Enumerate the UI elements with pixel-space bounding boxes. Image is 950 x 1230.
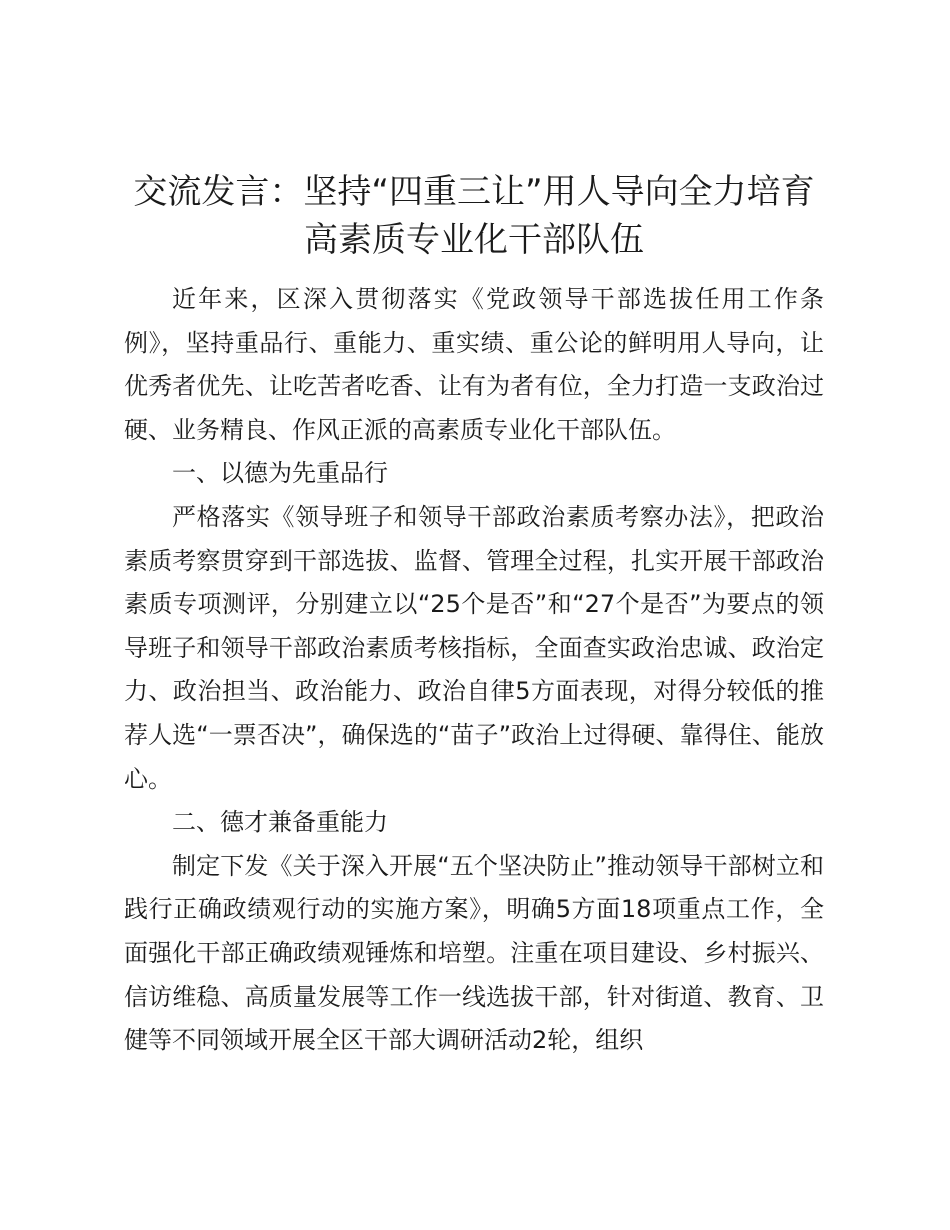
section-1-paragraph: 严格落实《领导班子和领导干部政治素质考察办法》，把政治素质考察贯穿到干部选拔、监督、管理全过程，扎实开展干部政治素质专项测评，分别建立以“25个是否”和“27个是否”为要点的领导班子和领导干部政治素质考核指标，全面查实政治忠诚、政治定力、政治担当、政治能力、政治自律5方面表现，对得分较低的推荐人选“一票否决”，确保选的“苗子”政治上过得硬、靠得住、能放心。 xyxy=(124,502,824,793)
section-2-heading: 二、德才兼备重能力 xyxy=(172,808,388,837)
document-title xyxy=(124,168,824,264)
section-1-heading: 一、以德为先重品行 xyxy=(172,459,388,488)
intro-paragraph: 近年来，区深入贯彻落实《党政领导干部选拔任用工作条例》，坚持重品行、重能力、重实绩、重公论的鲜明用人导向，让优秀者优先、让吃苦者吃香、让有为者有位，全力打造一支政治过硬、业务精良、作风正派的高素质专业化干部队伍。 xyxy=(124,285,824,444)
title-line-2: 高素质专业化干部队伍 xyxy=(304,220,644,260)
document-page xyxy=(124,168,824,1063)
title-line-1: 交流发言：坚持“四重三让”用人导向全力培育 xyxy=(133,172,815,212)
section-2-paragraph: 制定下发《关于深入开展“五个坚决防止”推动领导干部树立和践行正确政绩观行动的实施方案》，明确5方面18项重点工作，全面强化干部正确政绩观锤炼和培塑。注重在项目建设、乡村振兴、信访维稳、高质量发展等工作一线选拔干部，针对街道、教育、卫健等不同领域开展全区干部大调研活动2轮，组织 xyxy=(124,851,824,1055)
